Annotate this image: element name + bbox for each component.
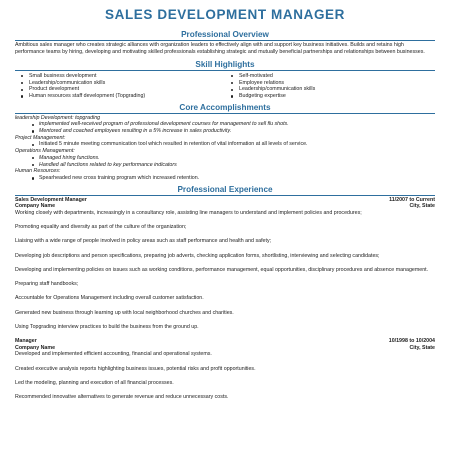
job-title: Sales Development Manager: [15, 196, 87, 203]
job-entry: [15, 197, 435, 331]
job-duty: Developed and implemented efficient accounting, financial and operational systems.: [15, 351, 212, 358]
job-duty: Led the modeling, planning and execution of all financial processes.: [15, 379, 174, 386]
job-duty: Created executive analysis reports highlighting business issues, potential risks and profit opportunities.: [15, 365, 256, 372]
job-company: Company Name: [15, 344, 56, 351]
accomplishment-category: Operations Management:: [15, 148, 75, 155]
job-duty: Accountable for Operations Management including overall customer satisfaction.: [15, 295, 204, 302]
accomplishment-item: Managed hiring functions.: [39, 155, 435, 162]
skills-right-column: [225, 73, 435, 100]
accomplishment-item: Spearheaded new cross training program which increased retention.: [39, 175, 435, 182]
job-duty: Recommended innovative alternatives to generate revenue and reduce unnecessary costs.: [15, 394, 229, 401]
accomplishment-category: leadership Development: topgrading: [15, 114, 101, 121]
resume-name: SALES DEVELOPMENT MANAGER: [104, 7, 346, 22]
skills-left-column: [15, 73, 225, 100]
job-dates: 10/1998 to 10/2004: [388, 338, 435, 345]
skill-item: Product development: [29, 86, 225, 93]
job-company: Company Name: [15, 203, 56, 210]
skill-item: Budgeting expertise: [239, 93, 435, 100]
accomplishment-category: Project Management:: [15, 134, 66, 141]
accomplishment-item: implemented well-received program of professional development courses for management to sell flu shots.: [39, 121, 435, 128]
job-dates: 11/2007 to Current: [389, 196, 435, 203]
accomplishments-heading: Core Accomplishments: [15, 103, 435, 114]
job-duty: Working closely with departments, increasingly in a consultancy role, assisting line managers to understand and implement policies and procedures;: [15, 209, 362, 216]
skill-item: Self-motivated: [239, 73, 435, 80]
skill-item: Leadership/communication skills: [29, 80, 225, 87]
job-duty: Generated new business through learning up with local neighborhood churches and charities.: [15, 309, 234, 316]
accomplishment-item: Initiated 5 minute meeting communication tool which resulted in retention of vital information at all levels of service.: [39, 141, 435, 148]
job-duty: Promoting equality and diversity as part of the culture of the organization;: [15, 223, 187, 230]
job-duty: Developing and implementing policies on issues such as working conditions, performance management, equal opportunities, disciplinary procedures and absence management.: [15, 266, 429, 273]
experience-heading: Professional Experience: [15, 185, 435, 196]
skills-list: [15, 73, 435, 100]
overview-text: Ambitious sales manager who creates strategic alliances with organization leaders to effectively align with and support key business initiatives. Builds and retains high performance teams by hiring, developing and motivating skilled professionals establishing strategic and mutually beneficial partnerships and relationships between businesses.: [15, 42, 425, 56]
job-location: City, State: [409, 344, 435, 351]
skill-item: Employee relations: [239, 80, 435, 87]
job-duty: Using Topgrading interview practices to build the business from the ground up.: [15, 324, 199, 331]
accomplishment-item: Handled all functions related to key performance indicators: [39, 162, 435, 169]
skill-item: Small business development: [29, 73, 225, 80]
job-duty: Preparing staff handbooks;: [15, 281, 79, 288]
job-duty: Developing job descriptions and person specifications, preparing job adverts, checking application forms, shortlisting, interviewing and selecting candidates;: [15, 252, 380, 259]
job-entry: [15, 338, 435, 401]
job-duty: Liaising with a wide range of people involved in policy areas such as staff performance and health and safety;: [15, 238, 272, 245]
job-title: Manager: [15, 338, 37, 345]
skills-heading: Skill Highlights: [15, 60, 435, 71]
job-location: City, State: [409, 203, 435, 210]
accomplishment-category: Human Resources:: [15, 168, 61, 175]
skill-item: Leadership/communication skills: [239, 86, 435, 93]
accomplishments-list: [15, 115, 435, 182]
skill-item: Human resources staff development (Topgrading): [29, 93, 225, 100]
overview-heading: Professional Overview: [15, 30, 435, 41]
accomplishment-item: Mentored and coached employees resulting in a 5% increase in sales productivity.: [39, 128, 435, 135]
